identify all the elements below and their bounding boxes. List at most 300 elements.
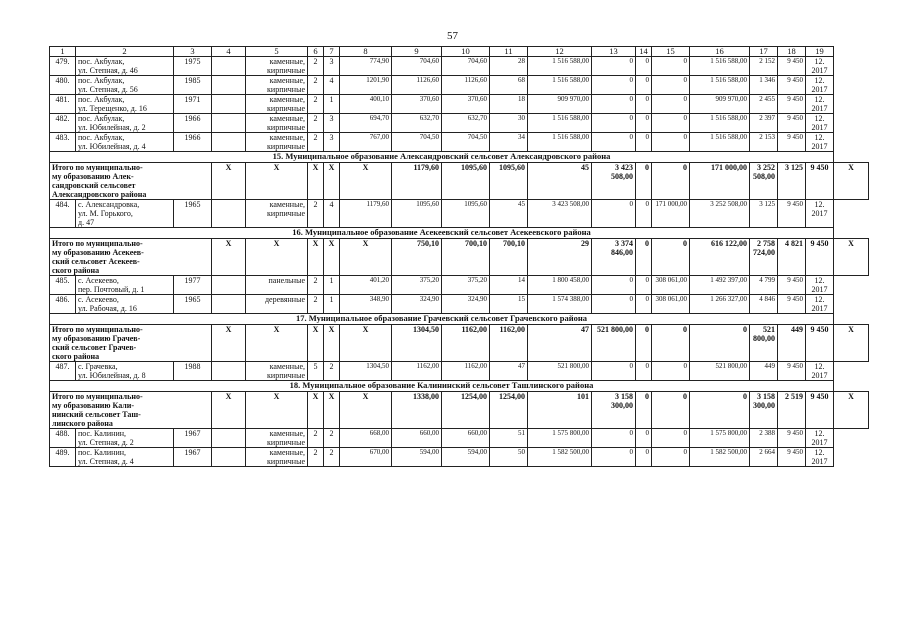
table-cell: 1095,60 xyxy=(392,200,442,228)
table-row xyxy=(50,200,869,228)
table-cell: 34 xyxy=(490,133,528,152)
table-cell: 1 516 588,00 xyxy=(528,57,592,76)
table-cell: 0 xyxy=(636,295,652,314)
table-cell: 1 492 397,00 xyxy=(690,276,750,295)
column-number-cell: 15 xyxy=(652,47,690,57)
table-cell: 704,50 xyxy=(442,133,490,152)
table-cell: 47 xyxy=(490,362,528,381)
table-cell: 0 xyxy=(592,429,636,448)
table-cell: 370,60 xyxy=(392,95,442,114)
subtotal-cell: 171 000,00 xyxy=(690,163,750,200)
table-cell: 2 xyxy=(308,429,324,448)
column-number-cell: 5 xyxy=(246,47,308,57)
subtotal-cell: 45 xyxy=(528,163,592,200)
table-cell: 9 450 xyxy=(778,95,806,114)
subtotal-cell: 1162,00 xyxy=(442,325,490,362)
table-cell: с. Грачевка, ул. Юбилейная, д. 8 xyxy=(76,362,174,381)
table-cell: 704,50 xyxy=(392,133,442,152)
table-cell: пос. Акбулак, ул. Терещенко, д. 16 xyxy=(76,95,174,114)
table-cell xyxy=(212,114,246,133)
subtotal-cell: Х xyxy=(340,392,392,429)
column-number-cell: 6 xyxy=(308,47,324,57)
table-cell: 3 xyxy=(324,114,340,133)
table-cell: 30 xyxy=(490,114,528,133)
table-cell: каменные, кирпичные xyxy=(246,200,308,228)
table-row xyxy=(50,295,869,314)
subtotal-cell: 1095,60 xyxy=(442,163,490,200)
table-cell: 481. xyxy=(50,95,76,114)
table-cell: 774,90 xyxy=(340,57,392,76)
table-cell: 9 450 xyxy=(778,76,806,95)
column-number-cell: 2 xyxy=(76,47,174,57)
table-cell: 1967 xyxy=(174,448,212,467)
table-cell: 487. xyxy=(50,362,76,381)
subtotal-cell: 521 800,00 xyxy=(592,325,636,362)
table-cell: 2 388 xyxy=(750,429,778,448)
table-cell: 1162,00 xyxy=(392,362,442,381)
table-cell: 0 xyxy=(652,429,690,448)
table-cell: 0 xyxy=(636,114,652,133)
subtotal-label: Итого по муниципально- му образованию Алек- сандровский сельсовет Александровского района xyxy=(50,163,212,200)
subtotal-cell: Х xyxy=(340,325,392,362)
subtotal-cell: 700,10 xyxy=(490,239,528,276)
table-cell: 1965 xyxy=(174,295,212,314)
table-cell: 479. xyxy=(50,57,76,76)
table-cell: 1966 xyxy=(174,114,212,133)
table-cell: 5 xyxy=(308,362,324,381)
housing-table xyxy=(49,46,869,467)
subtotal-cell: 3 423 508,00 xyxy=(592,163,636,200)
table-cell: 375,20 xyxy=(392,276,442,295)
subtotal-cell: Х xyxy=(834,392,869,429)
subtotal-cell: 4 821 xyxy=(778,239,806,276)
subtotal-cell: Х xyxy=(324,325,340,362)
table-cell: 400,10 xyxy=(340,95,392,114)
subtotal-cell: 29 xyxy=(528,239,592,276)
table-row xyxy=(50,362,869,381)
table-row xyxy=(50,429,869,448)
table-cell: 0 xyxy=(592,295,636,314)
table-cell: 9 450 xyxy=(778,276,806,295)
table-cell xyxy=(212,448,246,467)
table-cell: 594,00 xyxy=(442,448,490,467)
table-cell: 594,00 xyxy=(392,448,442,467)
table-cell: 1 516 588,00 xyxy=(690,57,750,76)
table-cell: каменные, кирпичные xyxy=(246,362,308,381)
table-cell: 2 xyxy=(308,295,324,314)
table-cell: 4 xyxy=(324,76,340,95)
table-cell: 9 450 xyxy=(778,295,806,314)
subtotal-cell: 3 374 846,00 xyxy=(592,239,636,276)
table-cell: 670,00 xyxy=(340,448,392,467)
table-cell: 3 423 508,00 xyxy=(528,200,592,228)
table-cell: 0 xyxy=(592,448,636,467)
table-cell: 2 397 xyxy=(750,114,778,133)
subtotal-label: Итого по муниципально- му образованию Кали- нинский сельсовет Таш- линского района xyxy=(50,392,212,429)
section-heading-row xyxy=(50,381,869,392)
table-cell: 0 xyxy=(592,57,636,76)
table-cell: 1 xyxy=(324,276,340,295)
subtotal-cell: Х xyxy=(308,392,324,429)
table-cell: 1 266 327,00 xyxy=(690,295,750,314)
table-cell xyxy=(212,76,246,95)
subtotal-cell: Х xyxy=(834,239,869,276)
table-cell: 485. xyxy=(50,276,76,295)
table-cell: 1 575 800,00 xyxy=(690,429,750,448)
column-number-cell: 17 xyxy=(750,47,778,57)
table-cell: 348,90 xyxy=(340,295,392,314)
table-cell: 1971 xyxy=(174,95,212,114)
table-cell: 68 xyxy=(490,76,528,95)
table-cell: 2 455 xyxy=(750,95,778,114)
table-cell: 668,00 xyxy=(340,429,392,448)
table-cell: 4 xyxy=(324,200,340,228)
subtotal-cell: 9 450 xyxy=(806,392,834,429)
column-number-cell: 3 xyxy=(174,47,212,57)
table-cell: 9 450 xyxy=(778,448,806,467)
subtotal-cell: Х xyxy=(324,392,340,429)
subtotal-row xyxy=(50,163,869,200)
table-cell: 521 800,00 xyxy=(528,362,592,381)
table-cell: 1 346 xyxy=(750,76,778,95)
table-cell: 1977 xyxy=(174,276,212,295)
subtotal-cell: 101 xyxy=(528,392,592,429)
subtotal-cell: Х xyxy=(212,163,246,200)
table-cell: 0 xyxy=(652,95,690,114)
table-cell: 0 xyxy=(636,76,652,95)
table-cell: 660,00 xyxy=(392,429,442,448)
table-cell: 1985 xyxy=(174,76,212,95)
table-row xyxy=(50,114,869,133)
subtotal-cell: Х xyxy=(324,239,340,276)
table-cell: 12. 2017 xyxy=(806,362,834,381)
table-cell: 1 xyxy=(324,295,340,314)
subtotal-cell: 521 800,00 xyxy=(750,325,778,362)
table-cell: каменные, кирпичные xyxy=(246,57,308,76)
subtotal-cell: 1095,60 xyxy=(490,163,528,200)
section-heading: 16. Муниципальное образование Асекеевский сельсовет Асекеевского района xyxy=(50,228,834,239)
table-cell: 0 xyxy=(592,95,636,114)
table-cell: 9 450 xyxy=(778,200,806,228)
table-cell: 1126,60 xyxy=(392,76,442,95)
table-cell: 694,70 xyxy=(340,114,392,133)
table-cell: 2 xyxy=(308,95,324,114)
table-cell: 480. xyxy=(50,76,76,95)
column-number-cell: 8 xyxy=(340,47,392,57)
subtotal-cell: Х xyxy=(246,239,308,276)
table-cell xyxy=(212,57,246,76)
table-cell: 18 xyxy=(490,95,528,114)
table-cell: 704,60 xyxy=(442,57,490,76)
section-heading-row xyxy=(50,228,869,239)
table-cell: 1966 xyxy=(174,133,212,152)
column-number-row xyxy=(50,47,869,57)
table-row xyxy=(50,57,869,76)
table-cell xyxy=(212,200,246,228)
table-cell xyxy=(212,276,246,295)
table-cell: каменные, кирпичные xyxy=(246,114,308,133)
subtotal-cell: 616 122,00 xyxy=(690,239,750,276)
table-cell: 2 xyxy=(308,57,324,76)
subtotal-cell: Х xyxy=(212,392,246,429)
table-cell: 14 xyxy=(490,276,528,295)
table-cell: 767,00 xyxy=(340,133,392,152)
table-cell: 1 574 388,00 xyxy=(528,295,592,314)
subtotal-cell: 0 xyxy=(690,392,750,429)
table-cell: 4 799 xyxy=(750,276,778,295)
table-cell: 1967 xyxy=(174,429,212,448)
subtotal-cell: 0 xyxy=(652,239,690,276)
table-cell: 1201,90 xyxy=(340,76,392,95)
subtotal-cell: Х xyxy=(212,325,246,362)
subtotal-label: Итого по муниципально- му образованию Асекеев- ский сельсовет Асекеев- ского района xyxy=(50,239,212,276)
table-cell: 12. 2017 xyxy=(806,276,834,295)
table-cell: 171 000,00 xyxy=(652,200,690,228)
subtotal-cell: Х xyxy=(246,392,308,429)
table-cell: 50 xyxy=(490,448,528,467)
table-cell: 0 xyxy=(652,57,690,76)
table-cell: 1162,00 xyxy=(442,362,490,381)
subtotal-cell: Х xyxy=(834,163,869,200)
table-cell: 660,00 xyxy=(442,429,490,448)
subtotal-cell: Х xyxy=(834,325,869,362)
table-cell: 9 450 xyxy=(778,57,806,76)
subtotal-cell: 3 158 300,00 xyxy=(750,392,778,429)
table-cell: 0 xyxy=(636,362,652,381)
subtotal-cell: 2 519 xyxy=(778,392,806,429)
table-cell: 482. xyxy=(50,114,76,133)
table-cell: 704,60 xyxy=(392,57,442,76)
subtotal-row xyxy=(50,239,869,276)
table-cell: 0 xyxy=(592,114,636,133)
table-cell: 12. 2017 xyxy=(806,114,834,133)
table-cell: 489. xyxy=(50,448,76,467)
subtotal-cell: 0 xyxy=(652,325,690,362)
table-cell: 484. xyxy=(50,200,76,228)
column-number-cell: 10 xyxy=(442,47,490,57)
table-cell: 1965 xyxy=(174,200,212,228)
table-row xyxy=(50,76,869,95)
table-cell: 2 152 xyxy=(750,57,778,76)
table-body xyxy=(50,47,869,467)
table-cell: 0 xyxy=(652,133,690,152)
section-heading: 18. Муниципальное образование Калининский сельсовет Ташлинского района xyxy=(50,381,834,392)
table-cell: 1 582 500,00 xyxy=(690,448,750,467)
table-cell: 0 xyxy=(636,276,652,295)
table-cell: 3 252 508,00 xyxy=(690,200,750,228)
section-heading: 17. Муниципальное образование Грачевский сельсовет Грачевского района xyxy=(50,314,834,325)
table-row xyxy=(50,95,869,114)
table-cell: 15 xyxy=(490,295,528,314)
table-cell: 0 xyxy=(592,200,636,228)
table-cell: 1 516 588,00 xyxy=(690,114,750,133)
table-cell: 12. 2017 xyxy=(806,57,834,76)
table-cell: 2 xyxy=(308,76,324,95)
table-cell xyxy=(212,95,246,114)
table-cell: 2 xyxy=(308,133,324,152)
table-cell: 632,70 xyxy=(392,114,442,133)
table-cell: 0 xyxy=(592,133,636,152)
table-cell: 2 xyxy=(324,448,340,467)
subtotal-cell: 3 252 508,00 xyxy=(750,163,778,200)
table-cell: 909 970,00 xyxy=(690,95,750,114)
table-cell: 324,90 xyxy=(392,295,442,314)
subtotal-label: Итого по муниципально- му образованию Грачев- ский сельсовет Грачев- ского района xyxy=(50,325,212,362)
table-cell: 1 582 500,00 xyxy=(528,448,592,467)
table-cell: 2 664 xyxy=(750,448,778,467)
table-cell: 9 450 xyxy=(778,114,806,133)
table-cell: каменные, кирпичные xyxy=(246,429,308,448)
table-cell: 308 061,00 xyxy=(652,295,690,314)
subtotal-cell: Х xyxy=(246,325,308,362)
table-cell: 1 575 800,00 xyxy=(528,429,592,448)
table-cell: 2 xyxy=(308,114,324,133)
table-cell: 0 xyxy=(652,448,690,467)
table-cell: 486. xyxy=(50,295,76,314)
table-cell: 28 xyxy=(490,57,528,76)
table-cell: 0 xyxy=(652,114,690,133)
table-cell: 12. 2017 xyxy=(806,133,834,152)
column-number-cell: 13 xyxy=(592,47,636,57)
table-cell: 3 xyxy=(324,57,340,76)
table-cell: 0 xyxy=(592,362,636,381)
subtotal-row xyxy=(50,392,869,429)
subtotal-cell: 1179,60 xyxy=(392,163,442,200)
table-cell: каменные, кирпичные xyxy=(246,76,308,95)
table-cell: 51 xyxy=(490,429,528,448)
table-cell: 0 xyxy=(652,76,690,95)
table-cell: 2 xyxy=(308,276,324,295)
subtotal-cell: Х xyxy=(212,239,246,276)
subtotal-cell: Х xyxy=(340,163,392,200)
subtotal-cell: 449 xyxy=(778,325,806,362)
subtotal-cell: 1338,00 xyxy=(392,392,442,429)
table-cell: 12. 2017 xyxy=(806,95,834,114)
subtotal-cell: 700,10 xyxy=(442,239,490,276)
table-cell xyxy=(212,295,246,314)
subtotal-cell: 0 xyxy=(690,325,750,362)
table-cell: 12. 2017 xyxy=(806,200,834,228)
column-number-cell: 12 xyxy=(528,47,592,57)
table-cell: 632,70 xyxy=(442,114,490,133)
table-cell: 0 xyxy=(636,57,652,76)
table-cell: 1 516 588,00 xyxy=(528,76,592,95)
table-cell: 1 800 458,00 xyxy=(528,276,592,295)
subtotal-cell: 0 xyxy=(652,392,690,429)
table-cell: 9 450 xyxy=(778,133,806,152)
column-number-cell: 18 xyxy=(778,47,806,57)
table-cell: пос. Акбулак, ул. Юбилейная, д. 4 xyxy=(76,133,174,152)
table-cell: 12. 2017 xyxy=(806,295,834,314)
table-cell: 909 970,00 xyxy=(528,95,592,114)
table-row xyxy=(50,133,869,152)
table-cell: 401,20 xyxy=(340,276,392,295)
column-number-cell: 7 xyxy=(324,47,340,57)
subtotal-cell: 9 450 xyxy=(806,239,834,276)
table-cell: 9 450 xyxy=(778,429,806,448)
table-cell: 2 xyxy=(308,200,324,228)
table-cell: 1 516 588,00 xyxy=(528,133,592,152)
table-cell: с. Александровка, ул. М. Горького, д. 47 xyxy=(76,200,174,228)
table-cell: 1 516 588,00 xyxy=(690,76,750,95)
column-number-cell: 14 xyxy=(636,47,652,57)
table-cell: с. Асекеево, ул. Рабочая, д. 16 xyxy=(76,295,174,314)
table-cell: 1304,50 xyxy=(340,362,392,381)
table-cell: пос. Калинин, ул. Степная, д. 4 xyxy=(76,448,174,467)
subtotal-cell: 47 xyxy=(528,325,592,362)
table-cell: 324,90 xyxy=(442,295,490,314)
column-number-cell: 1 xyxy=(50,47,76,57)
table-cell: 449 xyxy=(750,362,778,381)
table-cell: 2 xyxy=(308,448,324,467)
table-cell: каменные, кирпичные xyxy=(246,133,308,152)
subtotal-cell: Х xyxy=(324,163,340,200)
column-number-cell: 19 xyxy=(806,47,834,57)
subtotal-cell: Х xyxy=(246,163,308,200)
table-cell: 0 xyxy=(592,276,636,295)
table-cell: панельные xyxy=(246,276,308,295)
subtotal-cell: 0 xyxy=(636,163,652,200)
subtotal-cell: Х xyxy=(340,239,392,276)
column-number-cell: 11 xyxy=(490,47,528,57)
column-number-cell: 9 xyxy=(392,47,442,57)
subtotal-cell: 3 158 300,00 xyxy=(592,392,636,429)
subtotal-cell: 3 125 xyxy=(778,163,806,200)
table-row xyxy=(50,276,869,295)
page-number: 57 xyxy=(447,30,458,42)
table-cell: 0 xyxy=(636,133,652,152)
table-cell: с. Асекеево, пер. Почтовый, д. 1 xyxy=(76,276,174,295)
table-cell: 2 xyxy=(324,429,340,448)
table-cell: 1975 xyxy=(174,57,212,76)
section-heading-row xyxy=(50,152,869,163)
table-cell: 0 xyxy=(636,429,652,448)
subtotal-cell: 0 xyxy=(636,325,652,362)
subtotal-cell: 1254,00 xyxy=(490,392,528,429)
subtotal-cell: Х xyxy=(308,239,324,276)
table-cell: 0 xyxy=(636,95,652,114)
table-cell: 45 xyxy=(490,200,528,228)
section-heading: 15. Муниципальное образование Александровский сельсовет Александровского района xyxy=(50,152,834,163)
table-cell: 0 xyxy=(652,362,690,381)
table-cell: 521 800,00 xyxy=(690,362,750,381)
table-cell: пос. Акбулак, ул. Степная, д. 46 xyxy=(76,57,174,76)
table-cell: 12. 2017 xyxy=(806,429,834,448)
subtotal-cell: 9 450 xyxy=(806,325,834,362)
subtotal-cell: 9 450 xyxy=(806,163,834,200)
table-cell: 2 xyxy=(324,362,340,381)
table-row xyxy=(50,448,869,467)
section-heading-row xyxy=(50,314,869,325)
table-cell: 375,20 xyxy=(442,276,490,295)
table-cell: 308 061,00 xyxy=(652,276,690,295)
table-cell: 488. xyxy=(50,429,76,448)
table-cell: деревянные xyxy=(246,295,308,314)
subtotal-cell: 1254,00 xyxy=(442,392,490,429)
table-cell: 370,60 xyxy=(442,95,490,114)
table-cell xyxy=(212,133,246,152)
subtotal-cell: 2 758 724,00 xyxy=(750,239,778,276)
subtotal-cell: 750,10 xyxy=(392,239,442,276)
table-cell: пос. Калинин, ул. Степная, д. 2 xyxy=(76,429,174,448)
table-cell: 1095,60 xyxy=(442,200,490,228)
subtotal-cell: 0 xyxy=(636,392,652,429)
table-cell: каменные, кирпичные xyxy=(246,95,308,114)
column-number-cell: 4 xyxy=(212,47,246,57)
table-cell: 0 xyxy=(636,200,652,228)
table-cell xyxy=(212,362,246,381)
table-cell: 483. xyxy=(50,133,76,152)
